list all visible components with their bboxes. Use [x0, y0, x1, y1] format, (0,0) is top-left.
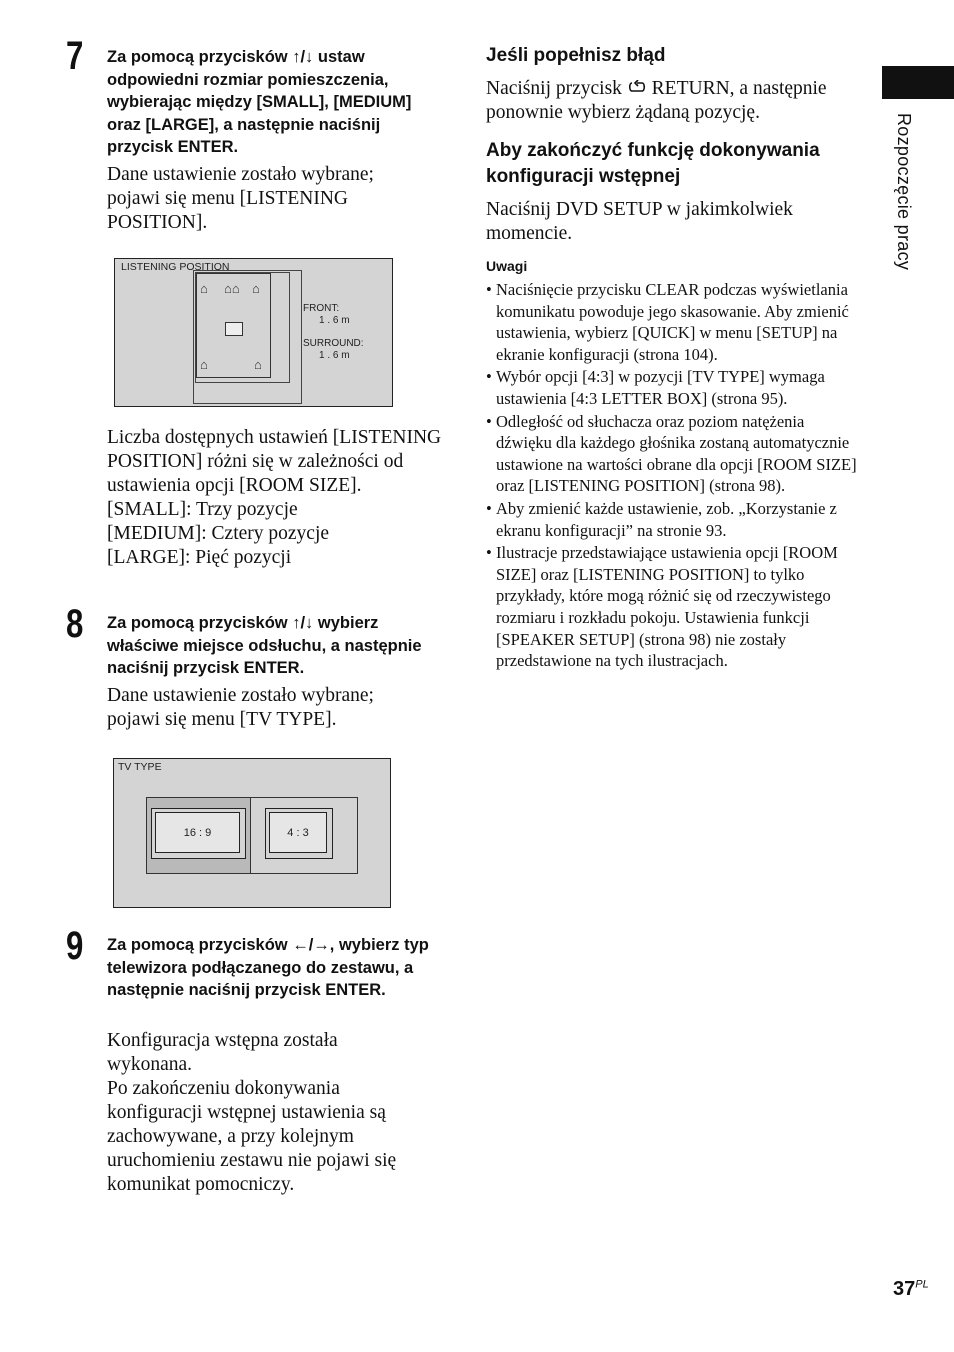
- front-left-speaker-icon: ⌂: [200, 281, 208, 296]
- return-icon: [627, 77, 647, 101]
- surround-right-speaker-icon: ⌂: [254, 357, 262, 372]
- note-item: [486, 411, 858, 497]
- step-7-extra: [107, 426, 447, 570]
- small-option: [SMALL]: Trzy pozycje: [107, 499, 298, 520]
- surround-label: SURROUND:: [303, 338, 364, 349]
- screen-title: TV TYPE: [118, 761, 162, 773]
- note-text: Odległość od słuchacza oraz poziom natężenia dźwięku dla każdego głośnika zostaną automatycznie ustawione na wartości obrane dla opcji [ROOM SIZE] oraz [LISTENING POSITION] (strona 98).: [496, 411, 857, 496]
- tv-type-screen: [113, 758, 391, 908]
- surround-left-speaker-icon: ⌂: [200, 357, 208, 372]
- step-8-result: [107, 684, 427, 732]
- section-tab-label: Rozpoczęcie pracy: [894, 113, 914, 271]
- notes-list: [486, 279, 858, 673]
- bullet: •: [486, 411, 492, 431]
- exit-text-content: Naciśnij DVD SETUP w jakimkolwiek momencie.: [486, 199, 793, 244]
- bullet: •: [486, 280, 492, 299]
- note-item: [486, 366, 858, 409]
- bullet: •: [486, 543, 492, 563]
- section-tab-marker: [882, 66, 954, 99]
- room-outline-small: [196, 273, 271, 378]
- page-number: [893, 1278, 929, 1301]
- step-7-result: [107, 163, 427, 235]
- step-8-result-text: Dane ustawienie zostało wybrane; pojawi się menu [TV TYPE].: [107, 685, 374, 730]
- note-text: Naciśnięcie przycisku CLEAR podczas wyświetlania komunikatu powoduje jego skasowanie. Aby zmienić ustawienia, wybierz [QUICK] w menu [SETUP] na ekranie konfiguracji (strona 104).: [496, 280, 849, 364]
- bullet: •: [486, 498, 492, 518]
- bullet: •: [486, 367, 492, 387]
- error-text-before: Naciśnij przycisk: [486, 78, 622, 99]
- tv-screen-wide: [155, 812, 240, 853]
- error-heading: Jeśli popełnisz błąd: [486, 45, 666, 66]
- step-7-result-text: Dane ustawienie zostało wybrane; pojawi się menu [LISTENING POSITION].: [107, 164, 374, 233]
- tv-option-standard-label: 4 : 3: [287, 826, 309, 839]
- step-7-number: 7: [66, 34, 84, 78]
- tv-option-wide-panel[interactable]: [146, 797, 252, 874]
- tv-screen-standard: [269, 812, 327, 853]
- room-size-note: Liczba dostępnych ustawień [LISTENING POSITION] różni się w zależności od ustawienia opcji [ROOM SIZE].: [107, 427, 442, 496]
- error-text-after: RETURN, a następnie ponownie wybierz żądaną pozycję.: [486, 78, 827, 123]
- note-item: [486, 279, 858, 365]
- tv-option-standard-panel[interactable]: [250, 797, 358, 874]
- exit-heading: Aby zakończyć funkcję dokonywania konfiguracji wstępnej: [486, 140, 820, 187]
- large-option: [LARGE]: Pięć pozycji: [107, 547, 292, 568]
- step-9-instruction: Za pomocą przycisków ←/→, wybierz typ telewizora podłączanego do zestawu, a następnie naciśnij przycisk ENTER.: [107, 936, 429, 999]
- step-9-result-2: Po zakończeniu dokonywania konfiguracji wstępnej ustawienia są zachowywane, a przy kolejnym uruchomieniu zestawu nie pojawi się komunikat pomocniczy.: [107, 1078, 397, 1195]
- page-number-suffix: PL: [915, 1278, 929, 1291]
- step-8-instruction: Za pomocą przycisków ↑/↓ wybierz właściwe miejsce odsłuchu, a następnie naciśnij przycisk ENTER.: [107, 614, 422, 677]
- note-item: [486, 542, 858, 672]
- medium-option: [MEDIUM]: Cztery pozycje: [107, 523, 330, 544]
- note-text: Wybór opcji [4:3] w pozycji [TV TYPE] wymaga ustawienia [4:3 LETTER BOX] (strona 95).: [496, 367, 825, 408]
- step-8-number: 8: [66, 602, 84, 646]
- note-text: Ilustracje przedstawiające ustawienia opcji [ROOM SIZE] oraz [LISTENING POSITION] to tylko przykłady, które mogą różnić się od rzeczywistego rozmiaru i rozkładu pokoju. Ustawienia funkcji [SPEAKER SETUP] (strona 98) nie zostały przedstawione na tych ilustracjach.: [496, 543, 838, 671]
- tv-frame: [151, 808, 246, 859]
- front-label: FRONT:: [303, 303, 340, 314]
- step-9-result-1: Konfiguracja wstępna została wykonana.: [107, 1030, 338, 1075]
- surround-distance: 1 . 6 m: [319, 350, 350, 361]
- center-speaker-icon: ⌂⌂: [224, 281, 240, 296]
- tv-option-wide-label: 16 : 9: [183, 826, 212, 839]
- error-text: [486, 77, 858, 125]
- front-distance: 1 . 6 m: [319, 315, 350, 326]
- step-9-number: 9: [66, 924, 84, 968]
- page-number-value: 37: [893, 1278, 916, 1300]
- listener-position-icon: [225, 322, 243, 336]
- note-text: Aby zmienić każde ustawienie, zob. „Korzystanie z ekranu konfiguracji” na stronie 93.: [496, 498, 837, 540]
- note-item: [486, 498, 858, 541]
- notes-title: Uwagi: [486, 258, 528, 274]
- exit-text: [486, 198, 846, 246]
- front-right-speaker-icon: ⌂: [252, 281, 260, 296]
- listening-position-screen: [114, 258, 393, 407]
- step-9-result: [107, 1029, 427, 1197]
- screen-title: LISTENING POSITION: [121, 261, 230, 273]
- tv-frame: [265, 808, 333, 859]
- step-7-instruction: Za pomocą przycisków ↑/↓ ustaw odpowiedni rozmiar pomieszczenia, wybierając między [SMALL], [MEDIUM] oraz [LARGE], a następnie naciśnij przycisk ENTER.: [107, 48, 412, 156]
